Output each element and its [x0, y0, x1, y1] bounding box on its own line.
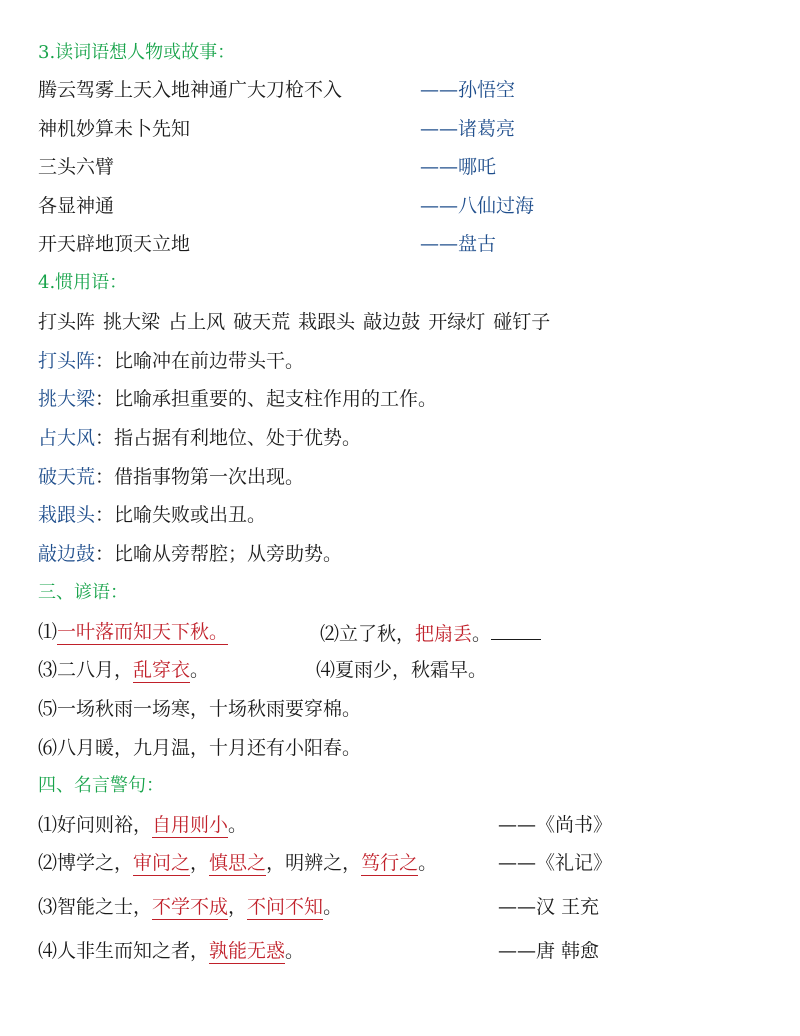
quote-answer: 审问之 — [133, 852, 191, 874]
idiom-term: 挑大梁 — [38, 388, 96, 410]
person-row-1: ——孙悟空 — [420, 79, 516, 101]
quote-2 — [38, 850, 437, 876]
section-heading-3: 3.读词语想人物或故事： — [38, 42, 236, 63]
proverb-period: 。 — [190, 659, 210, 681]
idiom-def-3 — [38, 425, 361, 451]
proverb-period: 。 — [472, 623, 492, 645]
phrase-row-4: 各显神通 — [38, 195, 115, 217]
proverb-answer: 乱穿衣 — [133, 659, 191, 681]
idiom-meaning: ：比喻失败或出丑。 — [95, 504, 267, 526]
idiom-term: 打头阵 — [38, 350, 96, 372]
quote-answer: 笃行之 — [361, 852, 419, 874]
quote-sep: ， — [190, 852, 210, 874]
person-row-5: ——盘古 — [420, 233, 497, 255]
quote-period: 。 — [285, 940, 305, 962]
idiom-meaning: ：指占据有利地位、处于优势。 — [95, 427, 362, 449]
phrase-row-1: 腾云驾雾上天入地神通广大刀枪不入 — [38, 79, 343, 101]
proverb-number: ⑵ — [320, 623, 340, 645]
idiom-meaning: ：比喻承担重要的、起支柱作用的工作。 — [95, 388, 438, 410]
quote-source-4: ——唐 韩愈 — [498, 940, 600, 962]
proverb-answer: 一叶落而知天下秋。 — [57, 621, 229, 643]
proverb-2 — [320, 619, 541, 647]
quote-text: ⑶智能之士， — [38, 896, 153, 918]
proverb-6: ⑹八月暖，九月温，十月还有小阳春。 — [38, 737, 362, 759]
idiom-term: 破天荒 — [38, 466, 96, 488]
quote-text: ，明辨之， — [266, 852, 362, 874]
answer-blank — [491, 619, 541, 640]
section-heading-4: 4.惯用语： — [38, 272, 128, 293]
quote-answer: 不学不成 — [152, 896, 229, 918]
proverb-text: 二八月， — [57, 659, 134, 681]
person-row-3: ——哪吒 — [420, 156, 497, 178]
quote-text: ⑴好问则裕， — [38, 814, 153, 836]
quote-text: ⑵博学之， — [38, 852, 134, 874]
proverb-5: ⑸一场秋雨一场寒，十场秋雨要穿棉。 — [38, 698, 362, 720]
idiom-def-1 — [38, 348, 304, 374]
idiom-term: 占大风 — [38, 427, 96, 449]
proverb-4: ⑷夏雨少，秋霜早。 — [316, 659, 488, 681]
quote-period: 。 — [323, 896, 343, 918]
proverb-1 — [38, 619, 228, 645]
quote-answer: 自用则小 — [152, 814, 229, 836]
idiom-meaning: ：比喻冲在前边带头干。 — [95, 350, 305, 372]
idiom-meaning: ：借指事物第一次出现。 — [95, 466, 305, 488]
person-row-4: ——八仙过海 — [420, 195, 535, 217]
idiom-list: 打头阵 挑大梁 占上风 破天荒 栽跟头 敲边鼓 开绿灯 碰钉子 — [38, 311, 551, 333]
quote-answer: 慎思之 — [209, 852, 267, 874]
quote-3 — [38, 894, 342, 920]
idiom-def-4 — [38, 464, 304, 490]
idiom-meaning: ：比喻从旁帮腔；从旁助势。 — [95, 543, 343, 565]
quote-4 — [38, 938, 304, 964]
quote-sep: ， — [228, 896, 248, 918]
idiom-def-5 — [38, 502, 266, 528]
quote-source-3: ——汉 王充 — [498, 896, 600, 918]
proverb-text: 立了秋， — [339, 623, 416, 645]
idiom-term: 敲边鼓 — [38, 543, 96, 565]
quote-answer: 孰能无惑 — [209, 940, 286, 962]
idiom-def-6 — [38, 541, 342, 567]
phrase-row-5: 开天辟地顶天立地 — [38, 233, 191, 255]
section-heading-proverbs: 三、谚语： — [38, 582, 128, 603]
quote-text: ⑷人非生而知之者， — [38, 940, 210, 962]
phrase-row-2: 神机妙算未卜先知 — [38, 118, 191, 140]
quote-answer: 不问不知 — [247, 896, 324, 918]
section-heading-quotes: 四、名言警句： — [38, 775, 164, 796]
quote-source-1: ——《尚书》 — [498, 814, 613, 836]
phrase-row-3: 三头六臂 — [38, 156, 115, 178]
quote-1 — [38, 812, 247, 838]
quote-period: 。 — [418, 852, 438, 874]
idiom-term: 栽跟头 — [38, 504, 96, 526]
proverb-3 — [38, 657, 209, 683]
proverb-number: ⑶ — [38, 659, 58, 681]
idiom-def-2 — [38, 386, 437, 412]
quote-source-2: ——《礼记》 — [498, 852, 613, 874]
proverb-answer: 把扇丢 — [415, 623, 473, 645]
proverb-number: ⑴ — [38, 621, 58, 643]
quote-period: 。 — [228, 814, 248, 836]
person-row-2: ——诸葛亮 — [420, 118, 516, 140]
